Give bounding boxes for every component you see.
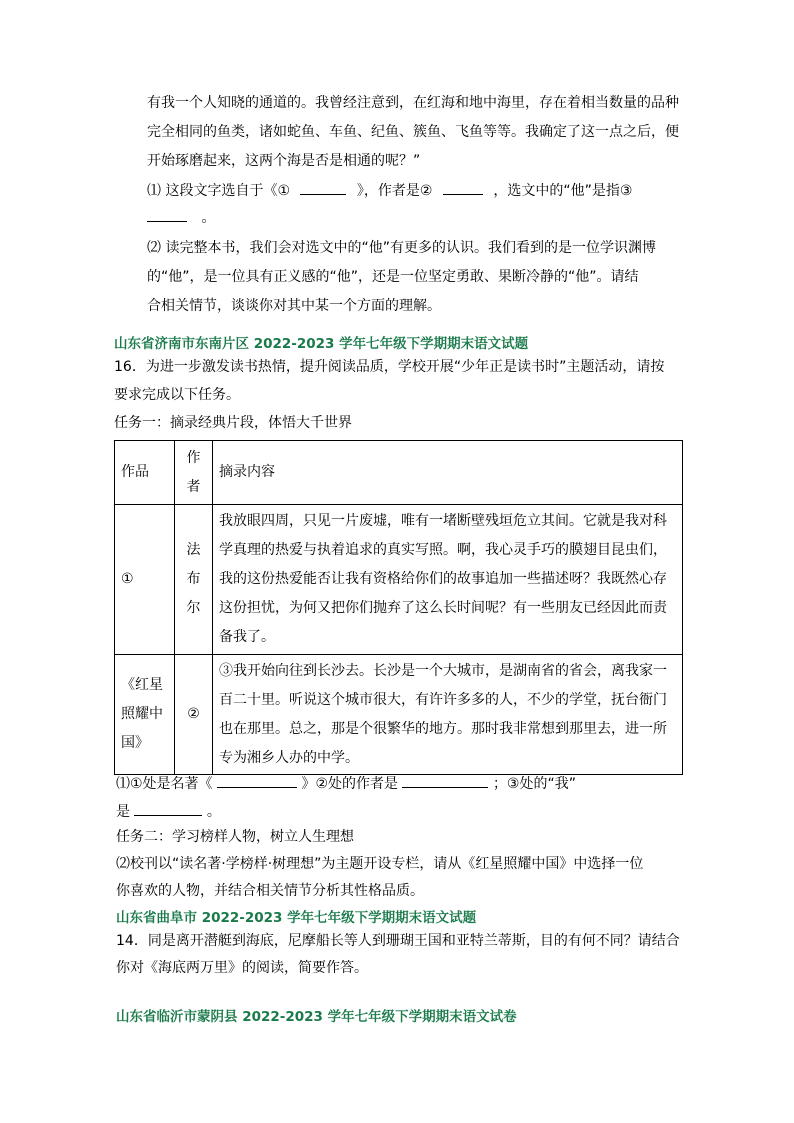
excerpt-table — [114, 440, 683, 775]
table-row — [115, 655, 683, 775]
exam-heading-qufu: 山东省曲阜市 2022-2023 学年七年级下学期期末语文试题 — [116, 910, 477, 926]
sub-question-1 — [116, 773, 576, 794]
row1-content-line: 学真理的热爱与执着追求的真实写照。啊，我心灵手巧的膜翅目昆虫们， — [219, 542, 667, 558]
row1-content — [213, 505, 683, 655]
row1-work: ① — [115, 505, 175, 655]
passage-line-1: 有我一个人知晓的通道的。我曾经注意到，在红海和地中海里，存在着相当数量的品种 — [147, 95, 679, 111]
row1-author — [175, 505, 213, 655]
table-row — [115, 505, 683, 655]
row2-work — [115, 655, 175, 775]
question-1-part-c: ，选文中的“他”是指③ — [493, 183, 633, 199]
q16-intro-line-2: 要求完成以下任务。 — [114, 387, 240, 403]
row2-content-line: 专为湘乡人办的中学。 — [219, 749, 359, 766]
task-2-title: 任务二：学习榜样人物，树立人生理想 — [116, 829, 354, 845]
q16-intro-line-1: 16．为进一步激发读书热情，提升阅读品质，学校开展“少年正是读书时”主题活动，请按 — [114, 359, 665, 375]
header-author — [175, 441, 213, 505]
exam-heading-jinan: 山东省济南市东南片区 2022-2023 学年七年级下学期期末语文试题 — [114, 336, 529, 352]
row1-content-line: 我放眼四周，只见一片废墟，唯有一堵断壁残垣危立其间。它就是我对科 — [219, 513, 667, 529]
sub-question-1-part-c: ；③处的“我” — [492, 776, 576, 792]
passage-line-3: 开始琢磨起来，这两个海是否是相通的呢？” — [147, 153, 421, 169]
row2-content-line: ③我开始向往到长沙去。长沙是一个大城市，是湖南省的省会，离我家一 — [219, 662, 667, 679]
row1-author-char-3: 尔 — [186, 600, 201, 616]
sub-question-1-part-e: 。 — [206, 804, 221, 820]
table-header-row — [115, 441, 683, 505]
header-author-char-2: 者 — [186, 478, 201, 495]
row1-author-char-2: 布 — [186, 571, 201, 587]
q14-line-1: 14．同是离开潜艇到海底，尼摩船长等人到珊瑚王国和亚特兰蒂斯，目的有何不同？请结合 — [116, 933, 680, 949]
answer-blank-2[interactable] — [443, 180, 483, 195]
row1-content-line: 我的这份热爱能否让我有资格给你们的故事追加一些描述呀？我既然心存 — [219, 571, 667, 587]
row1-content-line: 备我了。 — [219, 629, 275, 645]
row2-content — [213, 655, 683, 775]
row1-author-char-1: 法 — [186, 542, 201, 558]
question-2-line-3: 合相关情节，谈谈你对其中某一个方面的理解。 — [147, 298, 441, 314]
q14-line-2: 你对《海底两万里》的阅读，简要作答。 — [116, 960, 368, 976]
sub-question-1-part-b: 》②处的作者是 — [301, 776, 399, 792]
row2-content-line: 百二十里。听说这个城市很大，有许许多多的人，不少的学堂，抚台衙门 — [219, 691, 667, 708]
question-2-line-2: 的“他”，是一位具有正义感的“他”，还是一位坚定勇敢、果断冷静的“他”。请结 — [147, 269, 639, 285]
row2-work-line: 国》 — [121, 735, 149, 751]
sub-question-1-continued — [116, 801, 221, 822]
question-2-line-1: ⑵ 读完整本书，我们会对选文中的“他”有更多的认识。我们看到的是一位学识渊博 — [147, 240, 656, 256]
question-1-part-a: ⑴ 这段文字选自于《① — [147, 183, 291, 199]
header-work: 作品 — [115, 441, 175, 505]
answer-blank-1[interactable] — [300, 180, 346, 195]
exam-heading-linyi: 山东省临沂市蒙阴县 2022-2023 学年七年级下学期期末语文试卷 — [116, 1009, 517, 1025]
sub-question-2-line-2: 你喜欢的人物，并结合相关情节分析其性格品质。 — [116, 883, 424, 899]
row2-content-line: 也在那里。总之，那是个很繁华的地方。那时我非常想到那里去，进一所 — [219, 720, 667, 737]
answer-blank-narrator[interactable] — [134, 801, 202, 816]
answer-blank-author[interactable] — [402, 773, 488, 788]
passage-line-2: 完全相同的鱼类，诸如蛇鱼、车鱼、纪鱼、簇鱼、飞鱼等等。我确定了这一点之后，便 — [147, 124, 679, 140]
row1-content-line: 这份担忧，为何又把你们抛弃了这么长时间呢？有一些朋友已经因此而责 — [219, 600, 667, 616]
question-1-continued — [147, 207, 215, 228]
sub-question-1-part-a: ⑴①处是名著《 — [116, 776, 213, 792]
task-1-title: 任务一：摘录经典片段，体悟大千世界 — [114, 415, 352, 431]
row2-work-line: 《红星 — [121, 677, 163, 693]
row2-work-line: 照耀中 — [121, 706, 163, 722]
question-1-part-d: 。 — [201, 210, 216, 226]
question-1 — [147, 180, 632, 201]
sub-question-1-part-d: 是 — [116, 804, 130, 820]
question-1-part-b: 》，作者是② — [356, 183, 433, 199]
answer-blank-work[interactable] — [217, 773, 297, 788]
header-author-char-1: 作 — [186, 449, 201, 466]
header-content: 摘录内容 — [213, 441, 683, 505]
answer-blank-3[interactable] — [147, 207, 187, 222]
row2-author: ② — [175, 655, 213, 775]
sub-question-2-line-1: ⑵校刊以“读名著·学榜样·树理想”为主题开设专栏，请从《红星照耀中国》中选择一位 — [116, 856, 644, 872]
